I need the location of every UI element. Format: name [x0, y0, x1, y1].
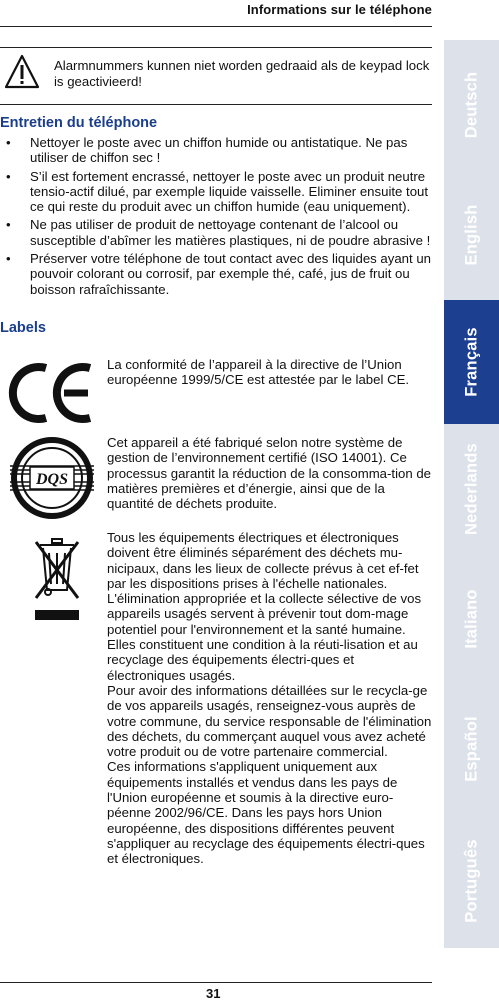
tab-nederlands[interactable]: Nederlands [462, 443, 480, 535]
svg-text:DQS: DQS [35, 471, 69, 488]
warning-text: Alarmnummers kunnen niet worden gedraaid als de keypad lock is geactivieerd! [54, 58, 430, 89]
weee-paragraph: Ces informations s'appliquent uniquement aux équipements installés et vendus dans les pays de l'Union européenne et soumis à la directive euro-péenne 2002/96/CE. Dans les pays hors Union européenne, des dispositions différentes peuvent s'appliquer au recyclage des équipements électri-ques et électroniques. [107, 759, 425, 867]
footer-rule [0, 982, 432, 983]
crossed-bin-icon [34, 536, 80, 622]
tab-espanol[interactable]: Español [462, 716, 480, 782]
warning-top-rule [0, 47, 432, 48]
care-list [0, 135, 432, 300]
dqs-label-text: Cet appareil a été fabriqué selon notre système de gestion de l’environnement certifié (ISO 14001). Ce processus garantit la réduction de la consomma-tion de matières premières et d’énergie, ainsi que de la quantité de déchets produite. [107, 435, 432, 512]
warning-triangle-icon [4, 54, 40, 90]
ce-mark-logo [6, 362, 94, 424]
labels-heading: Labels [0, 320, 46, 336]
tab-portugues[interactable]: Português [462, 839, 480, 923]
weee-paragraph: Pour avoir des informations détaillées sur le recycla-ge de vos appareils usagés, renseignez-vous auprès de votre commune, du service responsable de l'élimination des déchets, du commerçant auquel vous avez acheté votre produit ou de votre partenaire commercial. [107, 682, 432, 760]
weee-label-text [107, 530, 435, 867]
header-rule [0, 26, 432, 27]
tab-deutsch[interactable]: Deutsch [462, 71, 480, 139]
dqs-certification-logo [10, 436, 94, 520]
tab-francais[interactable]: Français [462, 327, 480, 397]
list-item: • Nettoyer le poste avec un chiffon humide ou antistatique. Ne pas utiliser de chiffon sec ! [0, 135, 432, 166]
tab-italiano[interactable]: Italiano [462, 589, 480, 649]
ce-label-text: La conformité de l’appareil à la directive de l’Union européenne 1999/5/CE est attestée par le label CE. [107, 357, 410, 388]
tab-english[interactable]: English [462, 204, 480, 266]
warning-bottom-rule [0, 104, 432, 105]
list-item: • Préserver votre téléphone de tout contact avec des liquides ayant un pouvoir colorant ou corrosif, par exemple thé, café, jus de fruit ou boisson rafraîchissante. [0, 251, 432, 297]
page-number: 31 [206, 986, 221, 1001]
weee-paragraph: Tous les équipements électriques et électroniques doivent être éliminés séparément des déchets mu-nicipaux, dans les lieux de collecte prévus à cet ef-fet par les dispositions prises à l'échelle nationales. L'élimination appropriée et la collecte sélective de vos appareils usagés servent à prévenir tout dom-mage potentiel pour l'environnement et la santé humaine. Elles constituent une condition à la réuti-lisation et au recyclage des équipements électri-ques et électroniques usagés. [107, 530, 422, 683]
page-header-title: Informations sur le téléphone [247, 2, 432, 17]
list-item: • S’il est fortement encrassé, nettoyer le poste avec un produit neutre tensio-actif dilué, par exemple liquide vaisselle. Eliminer ensuite tout ce qui reste du produit avec un chiffon humide (eau uniquement). [0, 169, 432, 215]
list-item: • Ne pas utiliser de produit de nettoyage contenant de l’alcool ou susceptible d’abîmer les matières plastiques, ni de poudre abrasive ! [0, 217, 432, 248]
care-heading: Entretien du téléphone [0, 115, 158, 131]
